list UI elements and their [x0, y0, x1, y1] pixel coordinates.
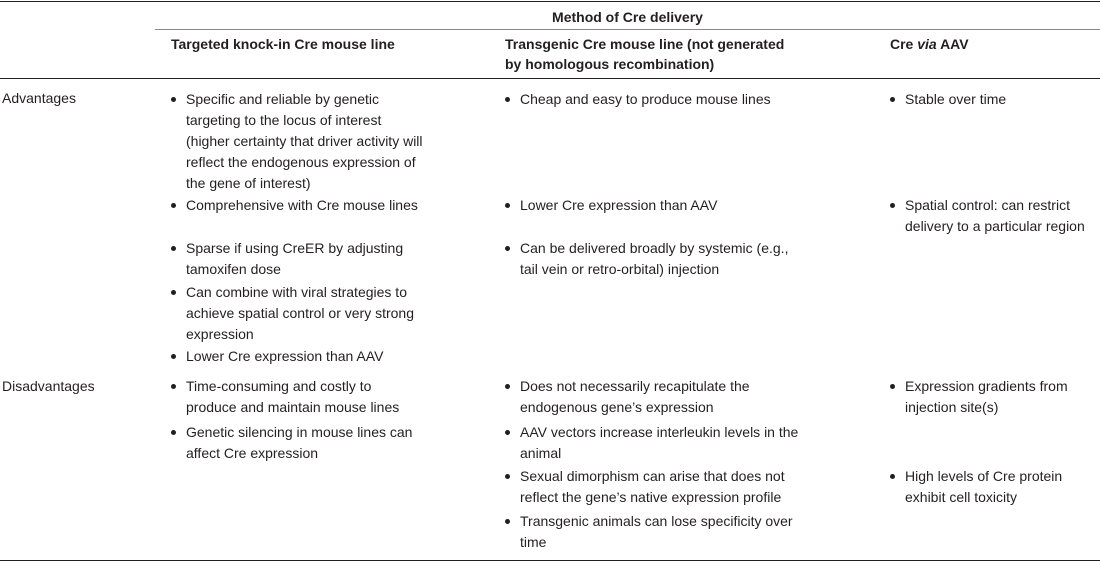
bullet-text-line: Expression gradients from [905, 378, 1068, 394]
advantages-col1-bullet-item [171, 195, 491, 216]
advantages-col2-bullet-item [505, 195, 820, 216]
bullet-text [505, 376, 820, 418]
disadvantages-col1-bullet-item [171, 376, 491, 418]
disadvantages-col2-bullet-item [505, 376, 820, 418]
column-header-aav-post: AAV [936, 36, 969, 52]
bullet-text-line: Transgenic animals can lose specificity over [520, 513, 793, 529]
bullet-text-line: reflect the endogenous expression of [186, 154, 416, 170]
column-header-aav [890, 34, 969, 54]
bullet-text-line: Does not necessarily recapitulate the [520, 378, 750, 394]
bullet-text-line: time [520, 534, 547, 550]
bullet-text-line: reflect the gene’s native expression profile [520, 489, 782, 505]
disadvantages-col2-bullet-item [505, 511, 820, 553]
bullet-text-line: expression [186, 326, 254, 342]
disadvantages-col2-bullet-item [505, 422, 820, 464]
advantages-col1-bullet-item [171, 238, 491, 280]
bullet-dot-icon [890, 384, 895, 389]
column-header-aav-italic: via [917, 36, 937, 52]
bullet-dot-icon [890, 203, 895, 208]
bullet-text [171, 376, 491, 418]
bullet-text-line: Can combine with viral strategies to [186, 284, 407, 300]
bullet-text-line: Specific and reliable by genetic [186, 91, 380, 107]
bullet-text-line: tail vein or retro-orbital) injection [520, 261, 720, 277]
bullet-text-line: delivery to a particular region [905, 218, 1085, 234]
bullet-text-line: Spatial control: can restrict [905, 197, 1070, 213]
bullet-text [505, 89, 820, 110]
bullet-text-line: Genetic silencing in mouse lines can [186, 424, 413, 440]
top-rule [0, 1, 1100, 2]
bullet-dot-icon [505, 246, 510, 251]
bullet-dot-icon [171, 290, 176, 295]
bullet-text [505, 511, 820, 553]
disadvantages-col3-bullet-item [890, 466, 1098, 508]
bullet-text [505, 466, 820, 508]
bullet-text-line: targeting to the locus of interest [186, 112, 382, 128]
bullet-text [171, 238, 491, 280]
bullet-text-line: endogenous gene’s expression [520, 399, 714, 415]
bullet-text-line: the gene of interest) [186, 175, 311, 191]
bullet-dot-icon [171, 203, 176, 208]
advantages-col3-bullet-item [890, 195, 1098, 237]
bullet-text [505, 195, 820, 216]
row-label-advantages: Advantages [2, 90, 76, 106]
spanning-header-underline [155, 29, 1100, 30]
bullet-text [171, 422, 491, 464]
disadvantages-col3-bullet-item [890, 376, 1098, 418]
bullet-text-line: Time-consuming and costly to [186, 378, 372, 394]
bullet-dot-icon [890, 97, 895, 102]
disadvantages-col2-bullet-item [505, 466, 820, 508]
bullet-text-line: Lower Cre expression than AAV [520, 197, 718, 213]
bullet-dot-icon [505, 97, 510, 102]
bullet-dot-icon [505, 474, 510, 479]
bullet-dot-icon [505, 519, 510, 524]
bullet-text-line: produce and maintain mouse lines [186, 399, 400, 415]
bullet-text [890, 89, 1098, 110]
row-label-disadvantages: Disadvantages [2, 378, 95, 394]
bullet-text [890, 376, 1098, 418]
bullet-text-line: affect Cre expression [186, 445, 319, 461]
bullet-text [171, 89, 491, 194]
bullet-text-line: AAV vectors increase interleukin levels in the [520, 424, 799, 440]
bullet-text-line: achieve spatial control or very strong [186, 305, 414, 321]
bullet-dot-icon [505, 384, 510, 389]
column-header-transgenic-line1: Transgenic Cre mouse line (not generated [505, 36, 785, 52]
bullet-text [890, 195, 1098, 237]
bullet-dot-icon [171, 430, 176, 435]
bullet-dot-icon [505, 430, 510, 435]
bullet-dot-icon [171, 97, 176, 102]
column-header-transgenic-line2: by homologous recombination) [505, 56, 715, 72]
column-header-transgenic [505, 34, 784, 74]
bullet-text-line: injection site(s) [905, 399, 999, 415]
bullet-text [505, 238, 820, 280]
bullet-text-line: tamoxifen dose [186, 261, 281, 277]
advantages-col2-bullet-item [505, 238, 820, 280]
bullet-text-line: Can be delivered broadly by systemic (e.g., [520, 240, 789, 256]
advantages-col2-bullet-item [505, 89, 820, 110]
bullet-text-line: Sexual dimorphism can arise that does not [520, 468, 785, 484]
bullet-text-line: Sparse if using CreER by adjusting [186, 240, 404, 256]
bullet-text-line: (higher certainty that driver activity will [186, 133, 423, 149]
bullet-text [171, 195, 491, 216]
advantages-col1-bullet-item [171, 346, 491, 367]
bullet-text [171, 346, 491, 367]
bullet-dot-icon [171, 246, 176, 251]
bottom-rule [0, 560, 1100, 561]
bullet-dot-icon [171, 354, 176, 359]
bullet-text-line: Cheap and easy to produce mouse lines [520, 91, 771, 107]
advantages-col1-bullet-item [171, 89, 491, 194]
bullet-text [505, 422, 820, 464]
advantages-col1-bullet-item [171, 282, 491, 345]
bullet-dot-icon [505, 203, 510, 208]
column-header-aav-pre: Cre [890, 36, 918, 52]
spanning-header: Method of Cre delivery [552, 9, 703, 25]
bullet-text-line: Comprehensive with Cre mouse lines [186, 197, 418, 213]
bullet-dot-icon [171, 384, 176, 389]
bullet-text [171, 282, 491, 345]
disadvantages-col1-bullet-item [171, 422, 491, 464]
header-rule [0, 78, 1100, 79]
bullet-text [890, 466, 1098, 508]
bullet-text-line: Lower Cre expression than AAV [186, 348, 384, 364]
bullet-text-line: animal [520, 445, 562, 461]
bullet-text-line: High levels of Cre protein [905, 468, 1063, 484]
bullet-dot-icon [890, 474, 895, 479]
bullet-text-line: exhibit cell toxicity [905, 489, 1018, 505]
advantages-col3-bullet-item [890, 89, 1098, 110]
bullet-text-line: Stable over time [905, 91, 1007, 107]
column-header-knock-in: Targeted knock-in Cre mouse line [171, 36, 395, 52]
